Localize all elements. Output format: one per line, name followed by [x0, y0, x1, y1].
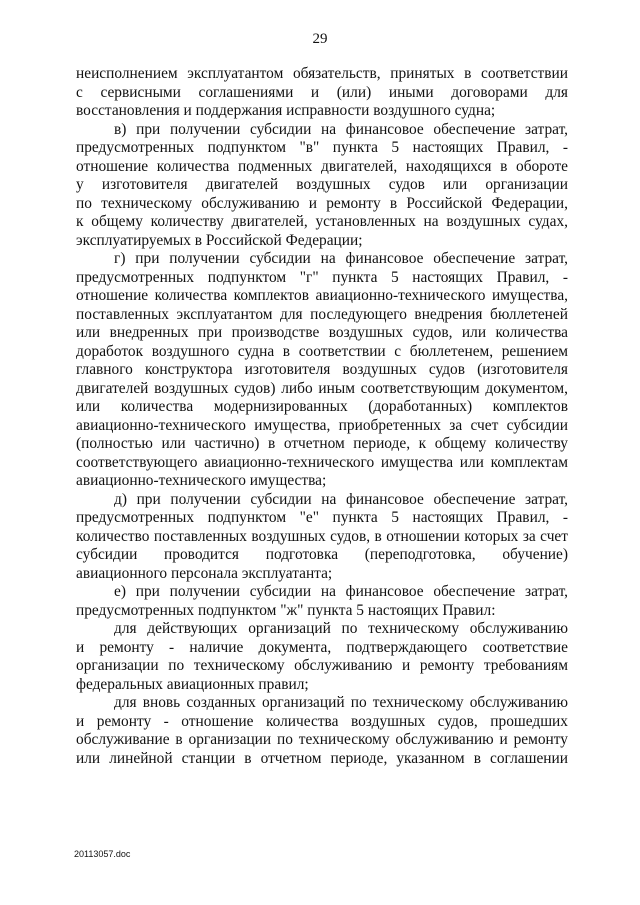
document-file-id: 20113057.doc	[74, 849, 131, 859]
text-line: е) при получении субсидии на финансовое обеспечение затрат,	[114, 583, 568, 600]
text-line: авиационно-технического имущества;	[76, 472, 327, 489]
text-line: федеральных авиационных правил;	[76, 675, 309, 693]
text-line: отношение количества подменных двигателей, находящихся в обороте	[76, 157, 568, 175]
text-line: д) при получении субсидии на финансовое обеспечение затрат,	[114, 490, 568, 508]
text-line: авиационного персонала эксплуатанта;	[76, 564, 333, 582]
page-number: 29	[312, 31, 328, 47]
text-line: с сервисными соглашениями и (или) иными договорами для	[76, 83, 568, 101]
text-line: предусмотренных подпунктом "г" пункта 5 настоящих Правил, -	[76, 268, 568, 286]
text-line: для действующих организаций по техническому обслуживанию	[114, 620, 568, 637]
text-line: восстановления и поддержания исправности воздушного судна;	[76, 102, 496, 119]
text-line: поставленных эксплуатантом для последующего внедрения бюллетеней	[76, 305, 568, 323]
text-line: или внедренных при производстве воздушных судов, или количества	[76, 324, 568, 341]
text-line: для вновь созданных организаций по техническому обслуживанию	[114, 694, 568, 711]
text-line: предусмотренных подпунктом "в" пункта 5 настоящих Правил, -	[76, 139, 568, 156]
text-line: или количества модернизированных (доработанных) комплектов	[76, 398, 568, 415]
text-line: соответствующего авиационно-технического имущества или комплектам	[76, 453, 568, 471]
text-line: неисполнением эксплуатантом обязательств, принятых в соответствии	[76, 65, 568, 82]
text-line: организации по техническому обслуживанию и ремонту требованиям	[76, 657, 568, 674]
text-line: или линейной станции в отчетном периоде, указанном в соглашении	[76, 749, 568, 767]
text-line: г) при получении субсидии на финансовое обеспечение затрат,	[114, 250, 568, 267]
text-line: эксплуатируемых в Российской Федерации;	[76, 231, 363, 249]
text-line: отношение количества комплектов авиационно-технического имущества,	[76, 287, 568, 304]
text-line: количество поставленных воздушных судов, в отношении которых за счет	[76, 527, 568, 545]
text-line: у изготовителя двигателей воздушных судов или организации	[76, 176, 568, 193]
text-line: предусмотренных подпунктом "е" пункта 5 настоящих Правил, -	[76, 509, 568, 526]
text-line: авиационно-технического имущества, приобретенных за счет субсидии	[76, 416, 568, 434]
text-line: к общему количеству двигателей, установленных на воздушных судах,	[76, 213, 568, 230]
text-line: главного конструктора изготовителя воздушных судов (изготовителя	[76, 361, 568, 378]
document-body	[76, 65, 568, 768]
text-line: предусмотренных подпунктом "ж" пункта 5 настоящих Правил:	[76, 601, 496, 619]
text-line: субсидии проводится подготовка (переподготовка, обучение)	[76, 546, 568, 563]
text-line: обслуживание в организации по техническому обслуживанию и ремонту	[76, 731, 568, 748]
text-line: в) при получении субсидии на финансовое обеспечение затрат,	[114, 120, 568, 138]
text-line: и ремонту - наличие документа, подтверждающего соответствие	[76, 638, 568, 656]
text-line: по техническому обслуживанию и ремонту в Российской Федерации,	[76, 194, 568, 212]
text-line: и ремонту - отношение количества воздушных судов, прошедших	[76, 712, 568, 730]
text-line: доработок воздушного судна в соответствии с бюллетенем, решением	[76, 342, 568, 360]
text-line: (полностью или частично) в отчетном периоде, к общему количеству	[76, 435, 568, 452]
text-line: двигателей воздушных судов) либо иным соответствующим документом,	[76, 379, 568, 397]
